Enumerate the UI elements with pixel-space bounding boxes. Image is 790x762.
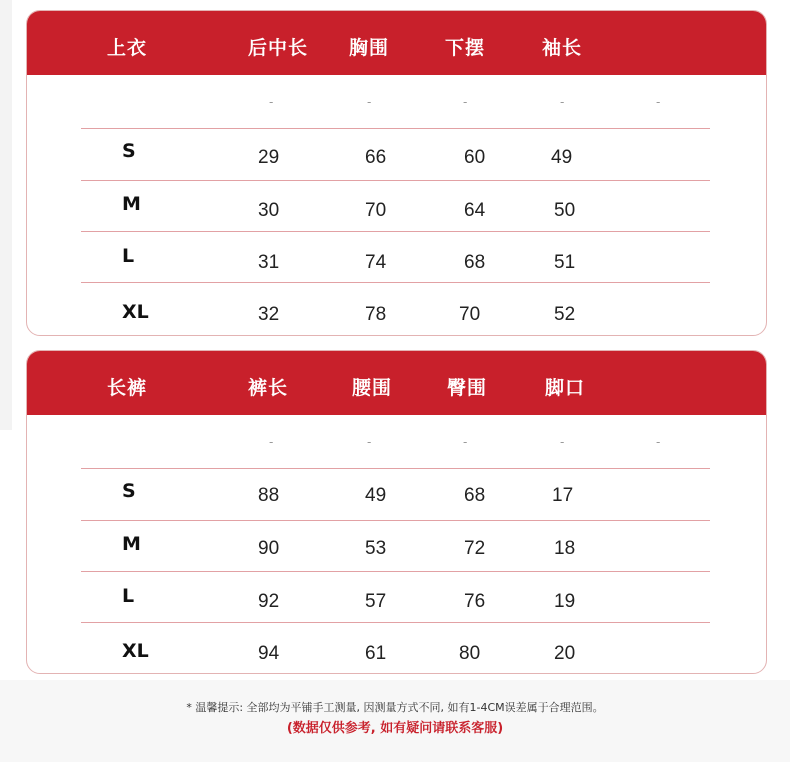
header-col-3: 臀围 bbox=[447, 377, 488, 399]
header-col-1: 裤长 bbox=[248, 377, 289, 399]
table-cell: 31 bbox=[258, 252, 280, 273]
row-divider bbox=[81, 231, 710, 232]
table-cell: 51 bbox=[554, 252, 576, 273]
table-cell: 68 bbox=[464, 485, 486, 506]
top-table-header bbox=[27, 11, 766, 75]
row-divider bbox=[81, 622, 710, 623]
placeholder-dash: - bbox=[463, 95, 468, 109]
table-cell: 88 bbox=[258, 485, 280, 506]
table-cell: 19 bbox=[554, 591, 576, 612]
placeholder-dash: - bbox=[560, 95, 565, 109]
table-cell: 29 bbox=[258, 147, 280, 168]
table-cell: 80 bbox=[459, 643, 481, 664]
size-label: M bbox=[122, 533, 141, 555]
table-cell: 18 bbox=[554, 538, 576, 559]
placeholder-dash: - bbox=[367, 95, 372, 109]
table-cell: 74 bbox=[365, 252, 387, 273]
row-divider bbox=[81, 520, 710, 521]
table-cell: 20 bbox=[554, 643, 576, 664]
header-col-1: 后中长 bbox=[248, 37, 309, 59]
table-cell: 64 bbox=[464, 200, 486, 221]
top-size-table bbox=[26, 10, 767, 336]
size-label: L bbox=[122, 585, 135, 607]
size-label: S bbox=[122, 140, 136, 162]
size-label: XL bbox=[122, 640, 149, 662]
table-cell: 60 bbox=[464, 147, 486, 168]
table-cell: 50 bbox=[554, 200, 576, 221]
header-col-4: 脚口 bbox=[545, 377, 586, 399]
row-divider bbox=[81, 282, 710, 283]
placeholder-dash: - bbox=[656, 95, 661, 109]
table-cell: 90 bbox=[258, 538, 280, 559]
header-category: 上衣 bbox=[107, 37, 148, 59]
row-divider bbox=[81, 180, 710, 181]
table-cell: 53 bbox=[365, 538, 387, 559]
measurement-tip: * 温馨提示: 全部均为平铺手工测量, 因测量方式不同, 如有1-4CM误差属于合理范围。 bbox=[186, 701, 604, 714]
table-cell: 70 bbox=[365, 200, 387, 221]
placeholder-dash: - bbox=[269, 95, 274, 109]
header-col-2: 胸围 bbox=[349, 37, 390, 59]
table-cell: 52 bbox=[554, 304, 576, 325]
row-divider bbox=[81, 571, 710, 572]
placeholder-dash: - bbox=[367, 435, 372, 449]
table-cell: 70 bbox=[459, 304, 481, 325]
placeholder-dash: - bbox=[269, 435, 274, 449]
size-label: M bbox=[122, 193, 141, 215]
row-divider bbox=[81, 128, 710, 129]
table-cell: 49 bbox=[551, 147, 573, 168]
table-cell: 30 bbox=[258, 200, 280, 221]
table-cell: 57 bbox=[365, 591, 387, 612]
size-label: L bbox=[122, 245, 135, 267]
table-cell: 92 bbox=[258, 591, 280, 612]
placeholder-dash: - bbox=[656, 435, 661, 449]
table-cell: 78 bbox=[365, 304, 387, 325]
header-col-4: 袖长 bbox=[542, 37, 583, 59]
table-cell: 32 bbox=[258, 304, 280, 325]
table-cell: 49 bbox=[365, 485, 387, 506]
table-cell: 66 bbox=[365, 147, 387, 168]
header-col-3: 下摆 bbox=[445, 37, 486, 59]
table-cell: 94 bbox=[258, 643, 280, 664]
size-label: S bbox=[122, 480, 136, 502]
size-label: XL bbox=[122, 301, 149, 323]
placeholder-dash: - bbox=[463, 435, 468, 449]
reference-note: (数据仅供参考, 如有疑问请联系客服) bbox=[286, 721, 504, 736]
row-divider bbox=[81, 468, 710, 469]
table-cell: 76 bbox=[464, 591, 486, 612]
header-col-2: 腰围 bbox=[352, 377, 393, 399]
header-category: 长裤 bbox=[107, 377, 148, 399]
bottom-table-header bbox=[27, 351, 766, 415]
background-strip bbox=[0, 0, 12, 430]
table-cell: 17 bbox=[552, 485, 574, 506]
table-cell: 68 bbox=[464, 252, 486, 273]
placeholder-dash: - bbox=[560, 435, 565, 449]
table-cell: 72 bbox=[464, 538, 486, 559]
table-cell: 61 bbox=[365, 643, 387, 664]
bottom-size-table bbox=[26, 350, 767, 674]
